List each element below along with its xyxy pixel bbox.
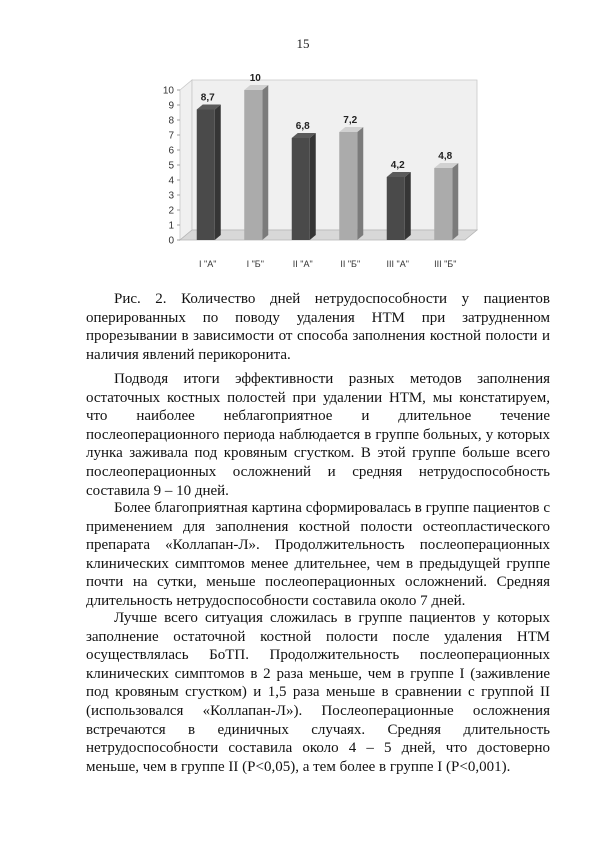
paragraph-2: Более благоприятная картина сформировалась в группе пациентов с применением для заполнения костной полости остеопластического препарата «Коллапан-Л». Продолжительность послеоперационных клинических симптомов менее длительнее, чем в предыдущей группе почти на сутки, меньше послеоперационных осложнений. Средняя длительность нетрудоспособности составила около 7 дней. bbox=[86, 500, 550, 609]
bar-4 bbox=[339, 127, 363, 240]
bar-front bbox=[434, 168, 452, 240]
x-category-label: III "А" bbox=[386, 259, 409, 269]
bar-3 bbox=[292, 133, 316, 240]
days-of-incapacity-bar-chart bbox=[140, 62, 490, 277]
bar-2 bbox=[244, 85, 268, 240]
paragraph-1: Подводя итоги эффективности разных методов заполнения остаточных костных полостей при удалении НТМ, мы констатируем, что наиболее неблагоприятное и длительное течение послеоперационного периода наблюдается в группе больных, у которых лунка заживала под кровяным сгустком. В этой группе больше всего послеоперационных осложнений и средняя нетрудоспособность составила 9 – 10 дней. bbox=[86, 371, 550, 499]
x-category-label: II "А" bbox=[292, 259, 313, 269]
x-category-label: III "Б" bbox=[434, 259, 457, 269]
x-category-label: I "Б" bbox=[246, 259, 264, 269]
bar-value-label: 7,2 bbox=[343, 115, 358, 126]
y-tick-label: 9 bbox=[168, 100, 174, 112]
bar-side bbox=[215, 105, 221, 241]
paragraph-3: Лучше всего ситуация сложилась в группе пациентов у которых заполнение остаточной костной полости после удаления НТМ осуществлялась БоТП. Продолжительность послеоперационных клинических симптомов в 2 раза меньше, чем в группе I (заживление под кровяным сгустком) и 1,5 раза меньше в сравнении с группой II (использовался «Коллапан-Л»). Послеоперационные осложнения встречаются в единичных случаях. Средняя длительность нетрудоспособности составила около 4 – 5 дней, что достоверно меньше, чем в группе II (P<0,05), а тем более в группе I (P<0,001). bbox=[86, 610, 550, 775]
bar-side bbox=[357, 127, 363, 240]
y-tick-label: 10 bbox=[162, 85, 174, 97]
y-tick-label: 2 bbox=[168, 205, 174, 217]
y-tick-label: 3 bbox=[168, 190, 174, 202]
x-category-label: I "А" bbox=[199, 259, 217, 269]
bar-front bbox=[244, 90, 262, 240]
chart-frame bbox=[180, 80, 477, 240]
x-category-label: II "Б" bbox=[340, 259, 361, 269]
bar-1 bbox=[197, 105, 221, 241]
y-tick-label: 6 bbox=[168, 145, 174, 157]
chart-y-axis bbox=[163, 86, 180, 247]
chart-x-axis bbox=[199, 259, 456, 269]
bar-value-label: 6,8 bbox=[295, 121, 310, 132]
bar-value-label: 4,8 bbox=[438, 151, 453, 162]
y-tick-label: 8 bbox=[168, 115, 174, 127]
bar-side bbox=[262, 85, 268, 240]
y-tick-label: 7 bbox=[168, 130, 174, 142]
bar-front bbox=[387, 177, 405, 240]
bar-front bbox=[197, 110, 215, 241]
bar-side bbox=[405, 172, 411, 240]
y-tick-label: 0 bbox=[168, 235, 174, 247]
bar-side bbox=[452, 163, 458, 240]
bar-value-label: 8,7 bbox=[200, 92, 215, 104]
bar-side bbox=[310, 133, 316, 240]
bar-front bbox=[292, 138, 310, 240]
bar-5 bbox=[387, 172, 411, 240]
y-tick-label: 1 bbox=[168, 220, 174, 232]
bar-front bbox=[339, 132, 357, 240]
bar-value-label: 10 bbox=[249, 73, 261, 84]
bar-value-label: 4,2 bbox=[390, 160, 405, 171]
figure-caption: Рис. 2. Количество дней нетрудоспособности у пациентов оперированных по поводу удаления НТМ при затрудненном прорезывании в зависимости от способа заполнения костной полости и наличия явлений перикоронита. bbox=[86, 291, 550, 363]
bar-6 bbox=[434, 163, 458, 240]
page-number: 15 bbox=[296, 36, 310, 51]
chart-side-wall bbox=[180, 80, 192, 240]
chart-floor bbox=[180, 230, 477, 240]
y-tick-label: 4 bbox=[168, 175, 174, 187]
y-tick-label: 5 bbox=[168, 160, 174, 172]
